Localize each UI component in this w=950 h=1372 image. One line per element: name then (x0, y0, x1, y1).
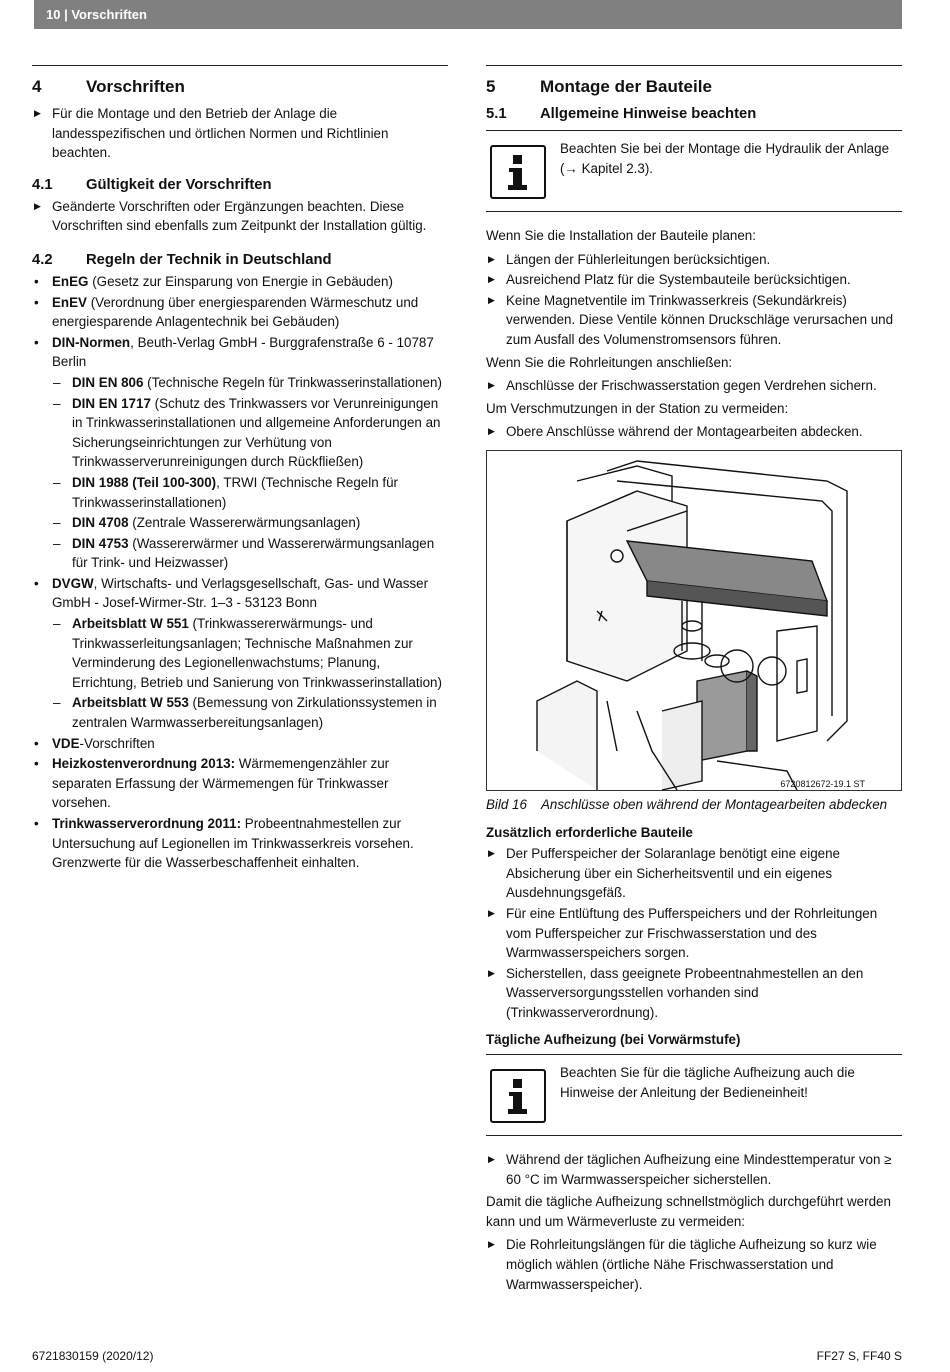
info-note (486, 1054, 902, 1136)
list-item: ▶ Obere Anschlüsse während der Montagearbeiten abdecken. (486, 422, 902, 442)
figure-code: 6720812672-19.1 ST (780, 778, 865, 789)
section-4-2-heading: 4.2 Regeln der Technik in Deutschland (32, 251, 332, 268)
list-item: ▶ Sicherstellen, dass geeignete Probeentnahmestellen an den Wasserversorgungsstellen vorhanden sind (Trinkwasserverordnung). (486, 964, 902, 1023)
page-number: 10 (46, 7, 61, 22)
page-header (34, 0, 902, 29)
footer-doc-number: 6721830159 (2020/12) (32, 1349, 154, 1363)
header-section: Vorschriften (71, 7, 147, 22)
paragraph: Damit die tägliche Aufheizung schnellstmöglich durchgeführt werden kann und um Wärmeverluste zu vermeiden: (486, 1194, 891, 1229)
list-item: ▶ Für die Montage und den Betrieb der Anlage die landesspezifischen und örtlichen Normen und Richtlinien beachten. (32, 104, 448, 163)
list-item: ▶ Für eine Entlüftung des Pufferspeichers und der Rohrleitungen vom Pufferspeicher zur Frischwasserstation und des Warmwasserspeichers sorgen. (486, 904, 902, 963)
list-item: ▶ Anschlüsse der Frischwasserstation gegen Verdrehen sichern. (486, 376, 902, 396)
list-item: • EnEV (Verordnung über energiesparenden Wärmeschutz und energiesparende Anlagentechnik bei Gebäuden) (32, 293, 448, 332)
list-item: ▶ Keine Magnetventile im Trinkwasserkreis (Sekundärkreis) verwenden. Diese Ventile können Druckschläge verursachen und zum Ausfall des Volumenstromsensors führen. (486, 291, 902, 350)
info-note (486, 130, 902, 212)
section-4-1-heading: 4.1 Gültigkeit der Vorschriften (32, 176, 272, 193)
paragraph: Um Verschmutzungen in der Station zu vermeiden: (486, 400, 789, 416)
list-item: ▶ Geänderte Vorschriften oder Ergänzungen beachten. Diese Vorschriften sind ebenfalls zum Zeitpunkt der Installation gültig. (32, 197, 448, 236)
info-icon (490, 145, 546, 199)
list-item: ▶ Der Pufferspeicher der Solaranlage benötigt eine eigene Absicherung über ein Sicherheitsventil und ein eigenes Ausdehnungsgefäß. (486, 844, 902, 903)
list-item: • Trinkwasserverordnung 2011: Probeentnahmestellen zur Untersuchung auf Legionellen im Trinkwasserkreis vorsehen. Grenzwerte für die Wasserbeschaffenheit einhalten. (32, 814, 448, 873)
list-item: • EnEG (Gesetz zur Einsparung von Energie in Gebäuden) (32, 272, 448, 292)
section-4-heading: 4 Vorschriften (32, 77, 185, 96)
list-item: ▶ Ausreichend Platz für die Systembauteile berücksichtigen. (486, 270, 902, 290)
list-item: – DIN EN 806 (Technische Regeln für Trinkwasserinstallationen) (32, 373, 448, 393)
list-item: • Heizkostenverordnung 2013: Wärmemengenzähler zur separaten Erfassung der Wärmemengen für Trinkwasser vorsehen. (32, 754, 448, 813)
list-item: – Arbeitsblatt W 553 (Bemessung von Zirkulationssystemen in zentralen Warmwasserbereitungsanlagen) (32, 693, 448, 732)
footer-models: FF27 S, FF40 S (816, 1349, 902, 1363)
list-item: – DIN EN 1717 (Schutz des Trinkwassers vor Verunreinigungen in Trinkwasserinstallationen und allgemeine Anforderungen an Sicherungseinrichtungen zur Verhütung von Trinkwasserverunreinigungen durch Rückfließen) (32, 394, 448, 472)
list-item: – Arbeitsblatt W 551 (Trinkwassererwärmungs- und Trinkwasserleitungsanlagen; Technische Maßnahmen zur Verminderung des Legionellenwachstums; Planung, Errichtung, Betrieb und Sanierung von Trinkwasserinstallation) (32, 614, 448, 692)
section-5-heading: 5 Montage der Bauteile (486, 77, 712, 96)
list-item: ▶ Während der täglichen Aufheizung eine Mindesttemperatur von ≥ 60 °C im Warmwasserspeicher sicherstellen. (486, 1150, 902, 1189)
section-5-1-heading: 5.1 Allgemeine Hinweise beachten (486, 106, 757, 122)
info-icon (490, 1069, 546, 1123)
list-item: – DIN 4753 (Wassererwärmer und Wassererwärmungsanlagen für Trink- und Heizwasser) (32, 534, 448, 573)
list-item: ▶ Längen der Fühlerleitungen berücksichtigen. (486, 250, 902, 270)
note-text: Beachten Sie für die tägliche Aufheizung auch die Hinweise der Anleitung der Bedieneinheit! (560, 1065, 855, 1100)
left-column (32, 65, 448, 874)
paragraph: Wenn Sie die Rohrleitungen anschließen: (486, 354, 733, 370)
header-text: 10 | Vorschriften (46, 7, 147, 22)
figure-caption: Bild 16 Anschlüsse oben während der Montagearbeiten abdecken (486, 796, 888, 812)
right-column (486, 65, 902, 1295)
note-text: Beachten Sie bei der Montage die Hydraulik der Anlage (→ Kapitel 2.3). (560, 141, 890, 176)
station-illustration (487, 451, 901, 790)
list-item: • VDE-Vorschriften (32, 734, 448, 754)
paragraph: Wenn Sie die Installation der Bauteile planen: (486, 228, 756, 243)
list-item: • DIN-Normen, Beuth-Verlag GmbH - Burggrafenstraße 6 - 10787 Berlin (32, 333, 448, 372)
subheading: Zusätzlich erforderliche Bauteile (486, 824, 693, 840)
list-item: ▶ Die Rohrleitungslängen für die tägliche Aufheizung so kurz wie möglich wählen (örtliche Nähe Frischwasserstation und Warmwasserspeicher). (486, 1235, 902, 1294)
list-item: – DIN 1988 (Teil 100-300), TRWI (Technische Regeln für Trinkwasserinstallationen) (32, 473, 448, 512)
subheading: Tägliche Aufheizung (bei Vorwärmstufe) (486, 1032, 741, 1048)
list-item: • DVGW, Wirtschafts- und Verlagsgesellschaft, Gas- und Wasser GmbH - Josef-Wirmer-Str. 1–3 - 53123 Bonn (32, 574, 448, 613)
installation-figure (486, 450, 902, 791)
list-item: – DIN 4708 (Zentrale Wassererwärmungsanlagen) (32, 513, 448, 533)
